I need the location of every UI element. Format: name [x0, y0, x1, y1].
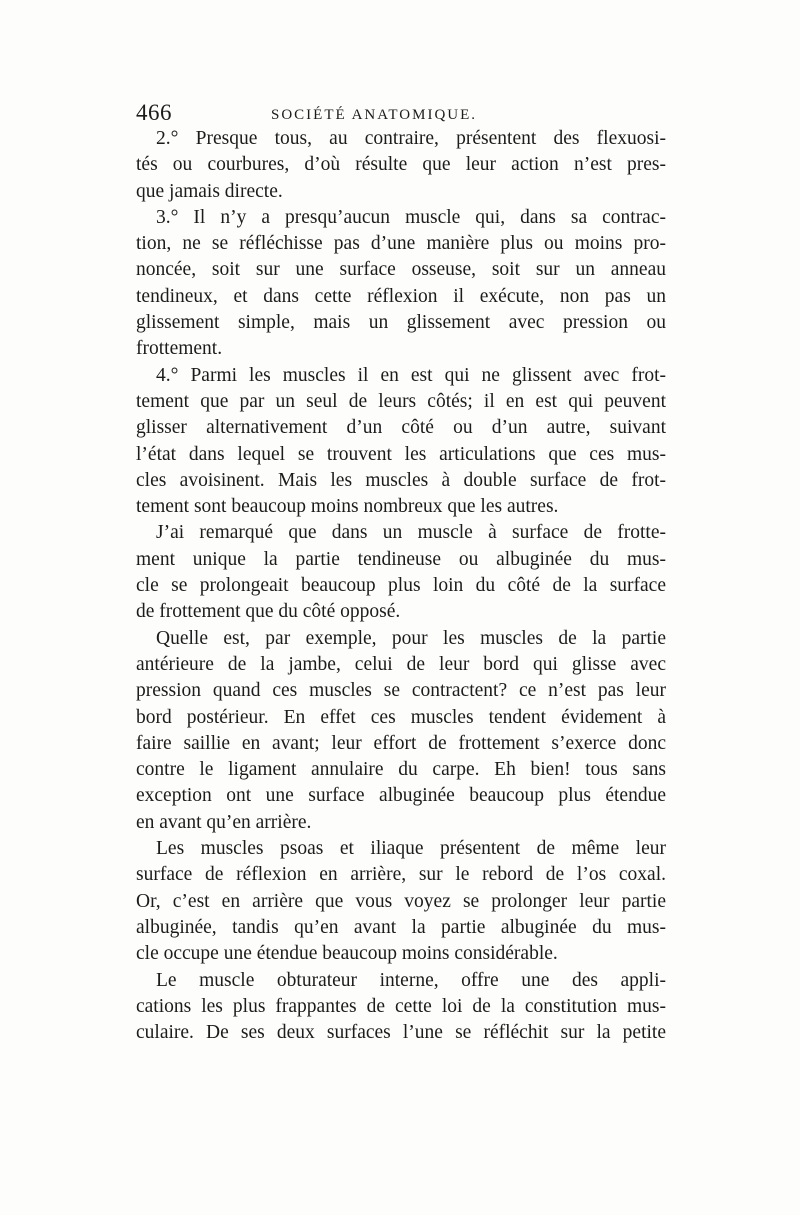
page-header: [136, 100, 666, 126]
text-line: tement sont beaucoup moins nombreux que les autres.: [136, 496, 559, 518]
text-line: bord postérieur. En effet ces muscles tendent évidement à: [136, 706, 666, 728]
text-line: 3.° Il n’y a presqu’aucun muscle qui, dans sa contrac-: [156, 206, 666, 228]
text-line: cle se prolongeait beaucoup plus loin du côté de la surface: [136, 575, 666, 597]
text-line: 4.° Parmi les muscles il en est qui ne glissent avec frot-: [156, 364, 666, 386]
body-text: [136, 126, 666, 1046]
running-head: SOCIÉTÉ ANATOMIQUE.: [271, 107, 478, 123]
text-line: 2.° Presque tous, au contraire, présentent des flexuosi-: [156, 128, 666, 149]
text-line: antérieure de la jambe, celui de leur bord qui glisse avec: [136, 653, 666, 675]
text-line: que jamais directe.: [136, 180, 283, 202]
text-line: frottement.: [136, 338, 223, 360]
text-line: Les muscles psoas et iliaque présentent de même leur: [156, 838, 666, 860]
text-line: glisser alternativement d’un côté ou d’un autre, suivant: [136, 417, 666, 439]
text-line: tés ou courbures, d’où résulte que leur action n’est pres-: [136, 154, 666, 176]
text-line: Le muscle obturateur interne, offre une des appli-: [156, 969, 666, 991]
text-line: cations les plus frappantes de cette loi de la constitution mus-: [136, 995, 666, 1017]
text-line: J’ai remarqué que dans un muscle à surface de frotte-: [156, 522, 666, 544]
text-line: tendineux, et dans cette réflexion il exécute, non pas un: [136, 285, 666, 307]
text-line: l’état dans lequel se trouvent les articulations que ces mus-: [136, 443, 666, 465]
text-line: en avant qu’en arrière.: [136, 811, 312, 833]
text-line: glissement simple, mais un glissement avec pression ou: [136, 312, 666, 334]
text-line: tion, ne se réfléchisse pas d’une manière plus ou moins pro-: [136, 233, 666, 255]
text-line: albuginée, tandis qu’en avant la partie albuginée du mus-: [136, 916, 666, 938]
text-line: culaire. De ses deux surfaces l’une se réfléchit sur la petite: [136, 1022, 666, 1044]
text-line: tement que par un seul de leurs côtés; il en est qui peuvent: [136, 390, 666, 412]
page-number: 466: [136, 100, 172, 125]
text-line: noncée, soit sur une surface osseuse, soit sur un anneau: [136, 259, 666, 281]
text-line: exception ont une surface albuginée beaucoup plus étendue: [136, 785, 666, 807]
text-line: surface de réflexion en arrière, sur le rebord de l’os coxal.: [136, 864, 666, 886]
text-line: pression quand ces muscles se contractent? ce n’est pas leur: [136, 680, 666, 702]
text-line: Or, c’est en arrière que vous voyez se prolonger leur partie: [136, 890, 666, 912]
text-line: contre le ligament annulaire du carpe. Eh bien! tous sans: [136, 759, 666, 781]
text-line: Quelle est, par exemple, pour les muscles de la partie: [156, 627, 666, 649]
text-line: cles avoisinent. Mais les muscles à double surface de frot-: [136, 469, 666, 491]
text-line: ment unique la partie tendineuse ou albuginée du mus-: [136, 548, 666, 570]
text-line: faire saillie en avant; leur effort de frottement s’exerce donc: [136, 732, 666, 754]
text-line: de frottement que du côté opposé.: [136, 601, 401, 623]
text-line: cle occupe une étendue beaucoup moins considérable.: [136, 943, 558, 965]
